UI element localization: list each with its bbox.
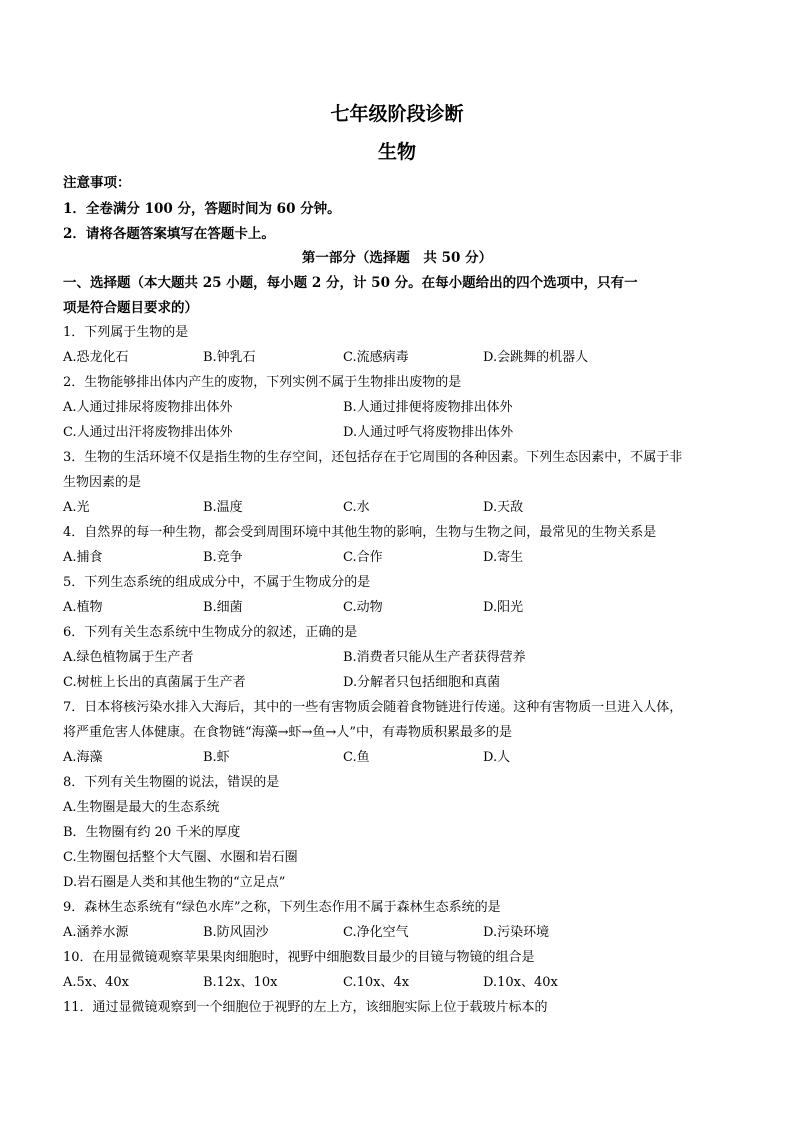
option: D.天敌 — [483, 500, 524, 515]
option: C.流感病毒 — [343, 350, 409, 365]
option: C.树桩上长出的真菌属于生产者 — [63, 675, 246, 690]
option: D.会跳舞的机器人 — [483, 350, 589, 365]
option: D.岩石圈是人类和其他生物的“立足点” — [63, 875, 286, 890]
part-heading: 第一部分（选择题 共 50 分） — [301, 250, 493, 266]
option: A.绿色植物属于生产者 — [63, 650, 194, 665]
question-stem: 将严重危害人体健康。在食物链“海藻→虾→鱼→人”中，有毒物质积累最多的是 — [63, 725, 512, 740]
option: C.鱼 — [343, 750, 370, 765]
option: D.污染环境 — [483, 925, 550, 940]
option: B.温度 — [203, 500, 243, 515]
question-stem: 4．自然界的每一种生物，都会受到周围环境中其他生物的影响，生物与生物之间，最常见的生物关系是 — [63, 525, 657, 540]
option: A.人通过排尿将废物排出体外 — [63, 400, 233, 415]
option: B.细菌 — [203, 600, 243, 615]
option: D.人 — [483, 750, 511, 765]
question-stem: 2．生物能够排出体内产生的废物，下列实例不属于生物排出废物的是 — [63, 375, 462, 390]
option: A.涵养水源 — [63, 925, 129, 940]
option: B.12x、10x — [203, 975, 278, 990]
option: A.恐龙化石 — [63, 350, 129, 365]
option: C.人通过出汗将废物排出体外 — [63, 425, 233, 440]
option: B.消费者只能从生产者获得营养 — [343, 650, 526, 665]
option: A.植物 — [63, 600, 103, 615]
option: D.10x、40x — [483, 975, 558, 990]
question-stem: 1．下列属于生物的是 — [63, 325, 189, 340]
question-stem: 8．下列有关生物圈的说法，错误的是 — [63, 775, 280, 790]
option: B.竞争 — [203, 550, 243, 565]
option: A.捕食 — [63, 550, 103, 565]
option: B.防风固沙 — [203, 925, 269, 940]
section-instructions: 一、选择题（本大题共 25 小题，每小题 2 分，计 50 分。在每小题给出的四个选项中，只有一 — [63, 275, 638, 291]
option: C.合作 — [343, 550, 383, 565]
option: A.5x、40x — [63, 975, 129, 990]
option: A.海藻 — [63, 750, 103, 765]
option: C.动物 — [343, 600, 383, 615]
note-item: 2．请将各题答案填写在答题卡上。 — [63, 226, 275, 242]
option: C.生物圈包括整个大气圈、水圈和岩石圈 — [63, 850, 298, 865]
option: C.净化空气 — [343, 925, 409, 940]
question-stem: 11．通过显微镜观察到一个细胞位于视野的左上方，该细胞实际上位于载玻片标本的 — [63, 1000, 548, 1015]
option: A.生物圈是最大的生态系统 — [63, 800, 220, 815]
option: A.光 — [63, 500, 90, 515]
notes-heading: 注意事项： — [63, 175, 131, 191]
question-stem: 6．下列有关生态系统中生物成分的叙述，正确的是 — [63, 625, 358, 640]
subject-title: 生物 — [377, 141, 416, 163]
option: D.分解者只包括细胞和真菌 — [343, 675, 501, 690]
question-stem: 3．生物的生活环境不仅是指生物的生存空间，还包括存在于它周围的各种因素。下列生态因素中，不属于非 — [63, 450, 683, 465]
page-title: 七年级阶段诊断 — [330, 103, 464, 125]
question-stem: 9．森林生态系统有“绿色水库”之称，下列生态作用不属于森林生态系统的是 — [63, 900, 501, 915]
question-stem: 生物因素的是 — [63, 475, 142, 490]
option: D.阳光 — [483, 600, 524, 615]
option: B.虾 — [203, 750, 230, 765]
section-instructions: 项是符合题目要求的） — [63, 300, 198, 316]
question-stem: 5．下列生态系统的组成成分中，不属于生物成分的是 — [63, 575, 371, 590]
option: D.寄生 — [483, 550, 524, 565]
option: B．生物圈有约 20 千米的厚度 — [63, 825, 241, 840]
question-stem: 7．日本将核污染水排入大海后，其中的一些有害物质会随着食物链进行传递。这种有害物质一旦进入人体， — [63, 700, 683, 715]
option: C.10x、4x — [343, 975, 410, 990]
option: B.钟乳石 — [203, 350, 256, 365]
option: C.水 — [343, 500, 370, 515]
question-stem: 10．在用显微镜观察苹果果肉细胞时，视野中细胞数目最少的目镜与物镜的组合是 — [63, 950, 535, 965]
option: D.人通过呼气将废物排出体外 — [343, 425, 514, 440]
note-item: 1．全卷满分 100 分，答题时间为 60 分钟。 — [63, 201, 341, 217]
option: B.人通过排便将废物排出体外 — [343, 400, 513, 415]
